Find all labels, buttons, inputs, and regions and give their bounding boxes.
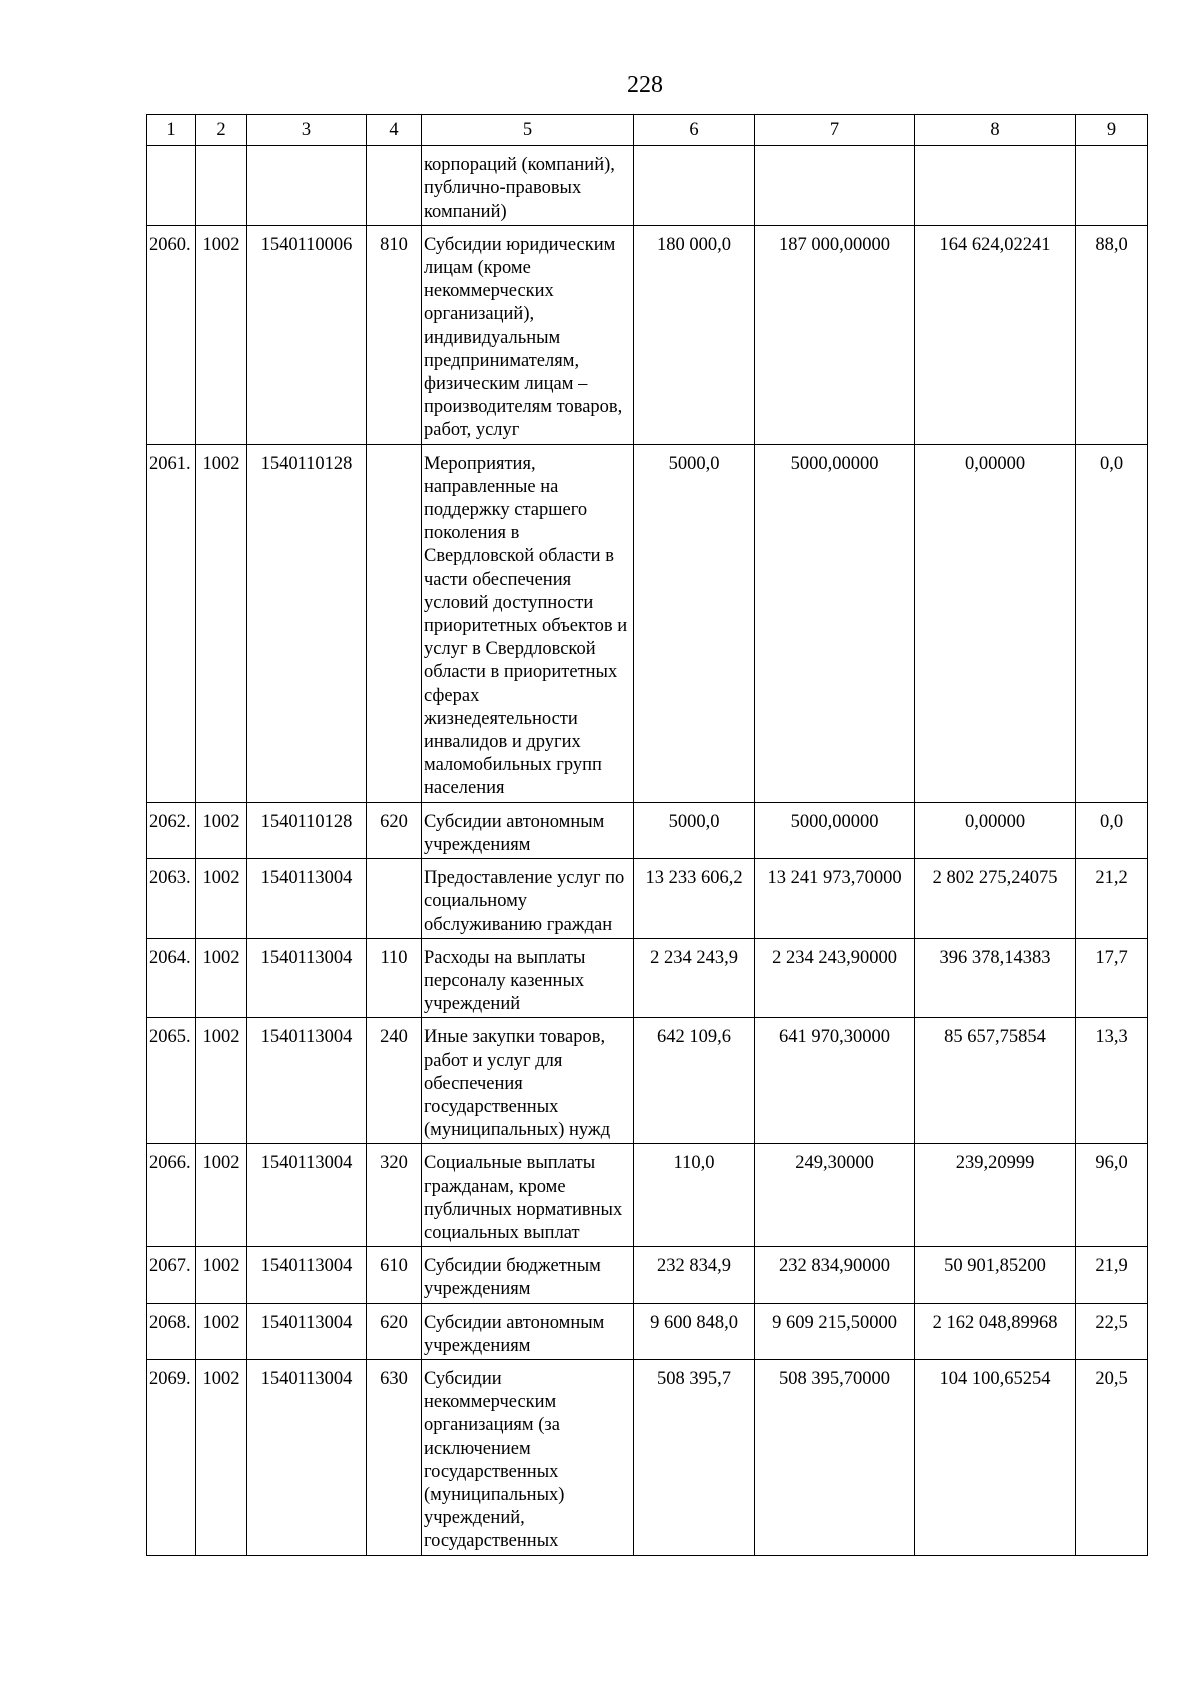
row-section: 1002 — [196, 859, 247, 939]
row-value-8: 0,00000 — [915, 444, 1076, 802]
row-value-8: 85 657,75854 — [915, 1018, 1076, 1144]
page-number: 228 — [627, 72, 663, 98]
table-row — [147, 444, 1148, 802]
row-value-6: 2 234 243,9 — [634, 938, 755, 1018]
row-section: 1002 — [196, 444, 247, 802]
row-section: 1002 — [196, 1303, 247, 1359]
row-value-7: 641 970,30000 — [755, 1018, 915, 1144]
row-value-9: 21,2 — [1076, 859, 1148, 939]
row-number: 2069. — [147, 1359, 196, 1555]
row-value-8: 164 624,02241 — [915, 225, 1076, 444]
row-value-6: 508 395,7 — [634, 1359, 755, 1555]
row-name: Предоставление услуг по социальному обслуживанию граждан — [422, 859, 634, 939]
header-cell: 4 — [367, 115, 422, 146]
row-number: 2062. — [147, 802, 196, 858]
row-value-9: 96,0 — [1076, 1144, 1148, 1247]
row-value-9: 22,5 — [1076, 1303, 1148, 1359]
row-value-6: 642 109,6 — [634, 1018, 755, 1144]
row-number: 2066. — [147, 1144, 196, 1247]
row-number: 2068. — [147, 1303, 196, 1359]
row-name: корпораций (компаний), публично-правовых компаний) — [422, 146, 634, 226]
row-value-7: 249,30000 — [755, 1144, 915, 1247]
header-cell: 9 — [1076, 115, 1148, 146]
row-value-9: 13,3 — [1076, 1018, 1148, 1144]
row-code: 1540113004 — [247, 1359, 367, 1555]
table-row — [147, 1247, 1148, 1303]
row-name: Субсидии автономным учреждениям — [422, 1303, 634, 1359]
row-value-9: 0,0 — [1076, 802, 1148, 858]
table-row — [147, 1144, 1148, 1247]
header-cell: 3 — [247, 115, 367, 146]
row-section: 1002 — [196, 1144, 247, 1247]
row-code: 1540113004 — [247, 1144, 367, 1247]
row-value-7: 5000,00000 — [755, 802, 915, 858]
row-section: 1002 — [196, 1247, 247, 1303]
row-code: 1540113004 — [247, 1247, 367, 1303]
row-section: 1002 — [196, 1018, 247, 1144]
header-cell: 8 — [915, 115, 1076, 146]
row-code: 1540113004 — [247, 859, 367, 939]
header-cell: 1 — [147, 115, 196, 146]
row-code: 1540113004 — [247, 1018, 367, 1144]
header-cell: 5 — [422, 115, 634, 146]
row-value-6: 180 000,0 — [634, 225, 755, 444]
row-code: 1540110006 — [247, 225, 367, 444]
row-number: 2065. — [147, 1018, 196, 1144]
row-value-9: 20,5 — [1076, 1359, 1148, 1555]
row-number: 2064. — [147, 938, 196, 1018]
budget-table — [146, 114, 1148, 1556]
row-value-6: 13 233 606,2 — [634, 859, 755, 939]
row-section: 1002 — [196, 938, 247, 1018]
row-number: 2067. — [147, 1247, 196, 1303]
row-number: 2060. — [147, 225, 196, 444]
row-value-7: 5000,00000 — [755, 444, 915, 802]
row-value-9: 21,9 — [1076, 1247, 1148, 1303]
row-expense-type: 610 — [367, 1247, 422, 1303]
row-value-6: 110,0 — [634, 1144, 755, 1247]
row-value-7: 13 241 973,70000 — [755, 859, 915, 939]
table-row — [147, 1018, 1148, 1144]
row-expense-type: 240 — [367, 1018, 422, 1144]
row-value-9: 0,0 — [1076, 444, 1148, 802]
row-value-8: 239,20999 — [915, 1144, 1076, 1247]
row-value-8: 2 162 048,89968 — [915, 1303, 1076, 1359]
row-value-6: 5000,0 — [634, 444, 755, 802]
row-section: 1002 — [196, 1359, 247, 1555]
row-code: 1540110128 — [247, 444, 367, 802]
row-value-7: 187 000,00000 — [755, 225, 915, 444]
row-name: Иные закупки товаров, работ и услуг для обеспечения государственных (муниципальных) нужд — [422, 1018, 634, 1144]
row-value-7: 2 234 243,90000 — [755, 938, 915, 1018]
table-row — [147, 1303, 1148, 1359]
row-expense-type: 620 — [367, 1303, 422, 1359]
row-expense-type: 320 — [367, 1144, 422, 1247]
row-value-8: 50 901,85200 — [915, 1247, 1076, 1303]
row-value-7: 9 609 215,50000 — [755, 1303, 915, 1359]
row-value-6: 232 834,9 — [634, 1247, 755, 1303]
table-row — [147, 225, 1148, 444]
row-code: 1540110128 — [247, 802, 367, 858]
row-code: 1540113004 — [247, 1303, 367, 1359]
row-section: 1002 — [196, 802, 247, 858]
row-code: 1540113004 — [247, 938, 367, 1018]
row-expense-type: 630 — [367, 1359, 422, 1555]
row-expense-type: 620 — [367, 802, 422, 858]
row-value-8: 396 378,14383 — [915, 938, 1076, 1018]
row-value-6: 9 600 848,0 — [634, 1303, 755, 1359]
row-value-9: 17,7 — [1076, 938, 1148, 1018]
row-number: 2063. — [147, 859, 196, 939]
row-value-8: 104 100,65254 — [915, 1359, 1076, 1555]
row-name: Субсидии бюджетным учреждениям — [422, 1247, 634, 1303]
row-expense-type — [367, 444, 422, 802]
header-row — [147, 115, 1148, 146]
header-cell: 6 — [634, 115, 755, 146]
row-name: Субсидии автономным учреждениям — [422, 802, 634, 858]
row-name: Субсидии юридическим лицам (кроме некоммерческих организаций), индивидуальным предпринимателям, физическим лицам – производителям товаров, работ, услуг — [422, 225, 634, 444]
row-name: Расходы на выплаты персоналу казенных учреждений — [422, 938, 634, 1018]
continuation-row — [147, 146, 1148, 226]
row-name: Субсидии некоммерческим организациям (за исключением государственных (муниципальных) учреждений, государственных — [422, 1359, 634, 1555]
row-value-9: 88,0 — [1076, 225, 1148, 444]
table-row — [147, 1359, 1148, 1555]
row-expense-type: 810 — [367, 225, 422, 444]
table-row — [147, 938, 1148, 1018]
row-expense-type — [367, 859, 422, 939]
table-row — [147, 802, 1148, 858]
row-section: 1002 — [196, 225, 247, 444]
row-name: Социальные выплаты гражданам, кроме публичных нормативных социальных выплат — [422, 1144, 634, 1247]
row-expense-type: 110 — [367, 938, 422, 1018]
row-value-8: 0,00000 — [915, 802, 1076, 858]
table-row — [147, 859, 1148, 939]
row-value-7: 232 834,90000 — [755, 1247, 915, 1303]
header-cell: 2 — [196, 115, 247, 146]
header-cell: 7 — [755, 115, 915, 146]
row-name: Мероприятия, направленные на поддержку старшего поколения в Свердловской области в части обеспечения условий доступности приоритетных объектов и услуг в Свердловской области в приоритетных сферах жизнедеятельности инвалидов и других маломобильных групп населения — [422, 444, 634, 802]
row-value-6: 5000,0 — [634, 802, 755, 858]
row-value-8: 2 802 275,24075 — [915, 859, 1076, 939]
row-number: 2061. — [147, 444, 196, 802]
row-value-7: 508 395,70000 — [755, 1359, 915, 1555]
